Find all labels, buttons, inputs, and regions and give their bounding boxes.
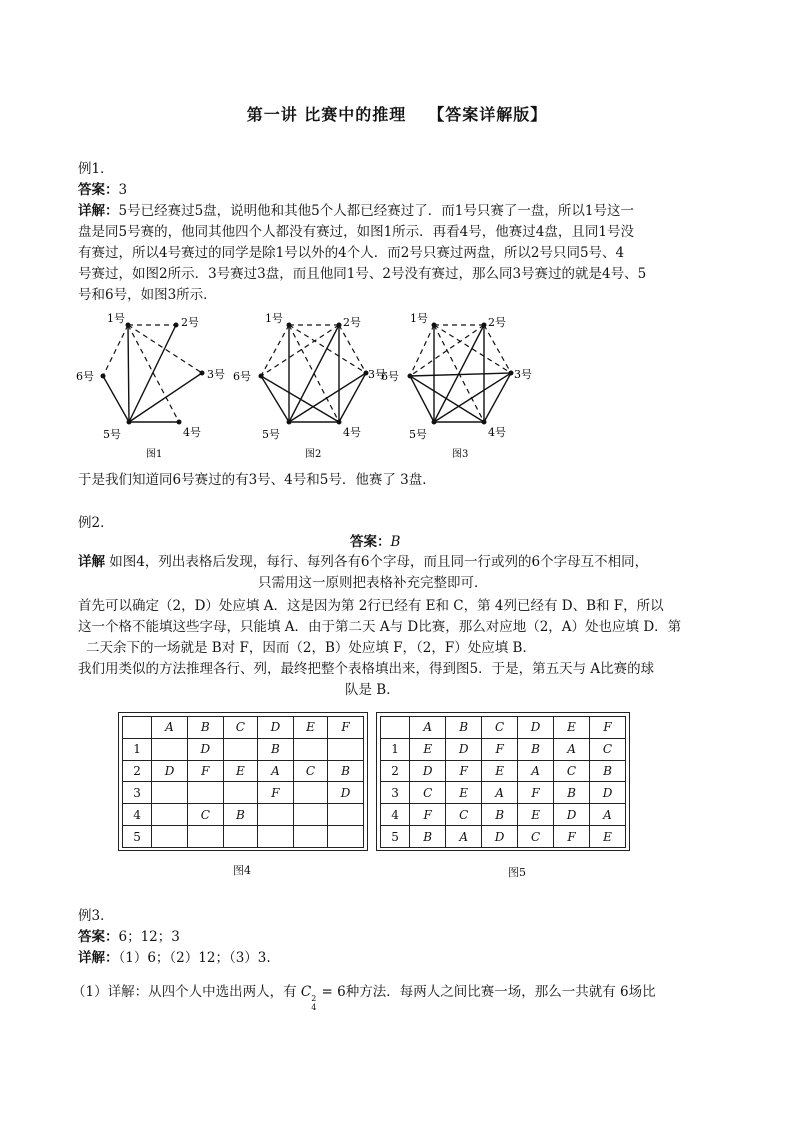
node-label: 2号: [488, 316, 506, 329]
ex1-heading: 例1．: [78, 161, 114, 177]
table-cell: B: [482, 804, 518, 826]
row-number: 2: [381, 760, 410, 782]
table-cell: B: [258, 738, 294, 760]
figure-caption-5: 图5: [508, 866, 526, 879]
ex2-heading: 例2．: [78, 515, 114, 531]
table-row: [123, 804, 364, 826]
ex1-detail-line-5: 号和6号，如图3所示．: [78, 287, 217, 303]
table-cell: F: [187, 760, 223, 782]
ex3-heading: 例3．: [78, 908, 114, 924]
combination-formula: C 2 4 = 6: [300, 984, 346, 1012]
table-cell: D: [590, 782, 626, 804]
ex1-detail-line-2: 盘是同5号赛的，他同其他四个人都没有赛过，如图1所示．再看4号，他赛过4盘，且同1号没: [78, 224, 634, 240]
column-header: F: [590, 717, 626, 739]
table-row: [381, 826, 626, 848]
node-label: 4号: [183, 426, 201, 439]
table-cell: B: [223, 804, 257, 826]
table-cell: A: [554, 738, 590, 760]
ex1-conclusion: 于是我们知道同6号赛过的有3号、4号和5号．他赛了 3盘．: [78, 472, 436, 488]
column-header: D: [258, 717, 294, 739]
table-cell: [187, 782, 223, 804]
table-cell: F: [446, 760, 482, 782]
node-label: 5号: [103, 428, 121, 441]
table-figure-4: [122, 716, 364, 848]
table-cell: [223, 782, 257, 804]
table-cell: A: [258, 760, 294, 782]
ex3-line-1: （1）详解：从四个人中选出两人，有 C 2 4 = 6种方法．每两人之间比赛一场，那么一共就有 6场比: [72, 984, 656, 1012]
table-cell: D: [482, 826, 518, 848]
table-cell: [293, 826, 327, 848]
ex1-detail-line-3: 有赛过，所以4号赛过的同学是除1号以外的4个人．而2号只赛过两盘，所以2号只同5号、4: [78, 245, 625, 261]
node-label: 6号: [381, 370, 399, 383]
hexagon-figures: [0, 305, 794, 465]
row-number: 1: [123, 738, 152, 760]
table-cell: B: [518, 738, 554, 760]
table-cell: [328, 804, 364, 826]
table-cell: A: [482, 782, 518, 804]
figure-1: [76, 312, 225, 460]
table-cell: B: [328, 760, 364, 782]
table-row: [123, 826, 364, 848]
table-cell: D: [187, 738, 223, 760]
ex2-detail-line-1: 详解 如图4，列出表格后发现，每行、每列各有6个字母，而且同一行或列的6个字母互不相同，: [78, 554, 649, 570]
table-row: [381, 738, 626, 760]
figure-caption: 图1: [146, 449, 163, 460]
table-row: [123, 760, 364, 782]
node-label: 6号: [233, 370, 251, 383]
row-number: 4: [123, 804, 152, 826]
ex2-detail-line-2: 只需用这一原则把表格补充完整即可．: [258, 575, 488, 591]
table-cell: [258, 804, 294, 826]
table-cell: D: [328, 782, 364, 804]
table-cell: [293, 804, 327, 826]
table-cell: E: [410, 738, 446, 760]
figure-caption-4: 图4: [233, 864, 251, 877]
column-header: D: [518, 717, 554, 739]
node-label: 1号: [107, 312, 125, 325]
table-cell: E: [446, 782, 482, 804]
table-cell: [187, 826, 223, 848]
table-cell: E: [223, 760, 257, 782]
node-label: 4号: [343, 426, 361, 439]
node-label: 4号: [488, 426, 506, 439]
table-cell: [223, 738, 257, 760]
table-cell: B: [590, 760, 626, 782]
table-row: [381, 782, 626, 804]
table-header-row: [381, 717, 626, 739]
table-cell: F: [518, 782, 554, 804]
node-label: 1号: [410, 312, 428, 325]
table-cell: [328, 738, 364, 760]
table-cell: C: [590, 738, 626, 760]
node-label: 3号: [368, 368, 386, 381]
node-label: 3号: [207, 368, 225, 381]
column-header: C: [482, 717, 518, 739]
row-number: 2: [123, 760, 152, 782]
table-cell: C: [518, 826, 554, 848]
column-header: B: [187, 717, 223, 739]
node-label: 2号: [181, 316, 199, 329]
node-label: 5号: [262, 428, 280, 441]
table-cell: E: [590, 826, 626, 848]
table-cell: D: [554, 804, 590, 826]
table-cell: C: [187, 804, 223, 826]
table-row: [123, 782, 364, 804]
table-cell: E: [518, 804, 554, 826]
column-header: [123, 717, 152, 739]
node-label: 2号: [343, 316, 361, 329]
node-label: 6号: [76, 370, 94, 383]
column-header: A: [410, 717, 446, 739]
table-cell: A: [446, 826, 482, 848]
table-cell: [293, 782, 327, 804]
table-cell: [152, 738, 188, 760]
table-cell: E: [482, 760, 518, 782]
ex3-detail: 详解：（1）6；（2）12；（3）3.: [78, 950, 271, 966]
ex1-answer: 答案：3: [78, 182, 128, 198]
table-cell: [152, 782, 188, 804]
table-cell: C: [410, 782, 446, 804]
table-row: [123, 738, 364, 760]
ex1-detail-line-1: 详解：5号已经赛过5盘，说明他和其他5个人都已经赛过了．而1号只赛了一盘，所以1号这一: [78, 203, 634, 219]
table-row: [381, 760, 626, 782]
figure-3: [381, 312, 532, 460]
ex2-answer: 答案：B: [350, 534, 401, 550]
table-cell: B: [554, 782, 590, 804]
ex2-detail-line-4: 这一个格不能填这些字母，只能填 A．由于第二天 A与 D比赛，那么对应地（2，A）处也应填 D．第: [78, 619, 682, 635]
table-cell: [258, 826, 294, 848]
table-cell: [328, 826, 364, 848]
column-header: F: [328, 717, 364, 739]
node-label: 5号: [409, 428, 427, 441]
row-number: 1: [381, 738, 410, 760]
table-cell: C: [446, 804, 482, 826]
table-cell: [293, 738, 327, 760]
column-header: [381, 717, 410, 739]
table-cell: F: [258, 782, 294, 804]
node-label: 3号: [514, 368, 532, 381]
table-cell: [152, 804, 188, 826]
table-cell: A: [590, 804, 626, 826]
column-header: E: [554, 717, 590, 739]
ex2-detail-line-5: 二天余下的一场就是 B对 F，因而（2，B）处应填 F，（2，F）处应填 B．: [86, 640, 536, 656]
row-number: 5: [381, 826, 410, 848]
row-number: 4: [381, 804, 410, 826]
ex3-answer: 答案：6；12；3: [78, 929, 180, 945]
column-header: E: [293, 717, 327, 739]
figure-caption: 图2: [305, 449, 322, 460]
ex1-detail-line-4: 号赛过，如图2所示．3号赛过3盘，而且他同1号、2号没有赛过，那么同3号赛过的就是4号、5: [78, 266, 647, 282]
table-cell: F: [554, 826, 590, 848]
ex2-detail-line-3: 首先可以确定（2，D）处应填 A．这是因为第 2行已经有 E和 C，第 4列已经有 D、B和 F，所以: [78, 598, 664, 614]
table-cell: F: [482, 738, 518, 760]
table-figure-5: [380, 716, 626, 848]
table-cell: F: [410, 804, 446, 826]
row-number: 3: [381, 782, 410, 804]
table-cell: B: [410, 826, 446, 848]
table-cell: C: [293, 760, 327, 782]
column-header: B: [446, 717, 482, 739]
table-header-row: [123, 717, 364, 739]
table-cell: D: [446, 738, 482, 760]
page-title: 第一讲 比赛中的推理 【答案详解版】: [246, 105, 548, 124]
ex2-detail-line-6: 我们用类似的方法推理各行、列，最终把整个表格填出来，得到图5．于是，第五天与 A比赛的球: [78, 661, 655, 677]
table-cell: A: [518, 760, 554, 782]
table-cell: [152, 826, 188, 848]
column-header: A: [152, 717, 188, 739]
ex2-detail-line-7: 队是 B．: [345, 682, 400, 698]
table-cell: D: [152, 760, 188, 782]
node-label: 1号: [265, 312, 283, 325]
figure-caption: 图3: [452, 449, 469, 460]
table-row: [381, 804, 626, 826]
row-number: 3: [123, 782, 152, 804]
table-cell: [223, 826, 257, 848]
row-number: 5: [123, 826, 152, 848]
figure-2: [233, 312, 386, 460]
table-cell: C: [554, 760, 590, 782]
column-header: C: [223, 717, 257, 739]
table-cell: D: [410, 760, 446, 782]
